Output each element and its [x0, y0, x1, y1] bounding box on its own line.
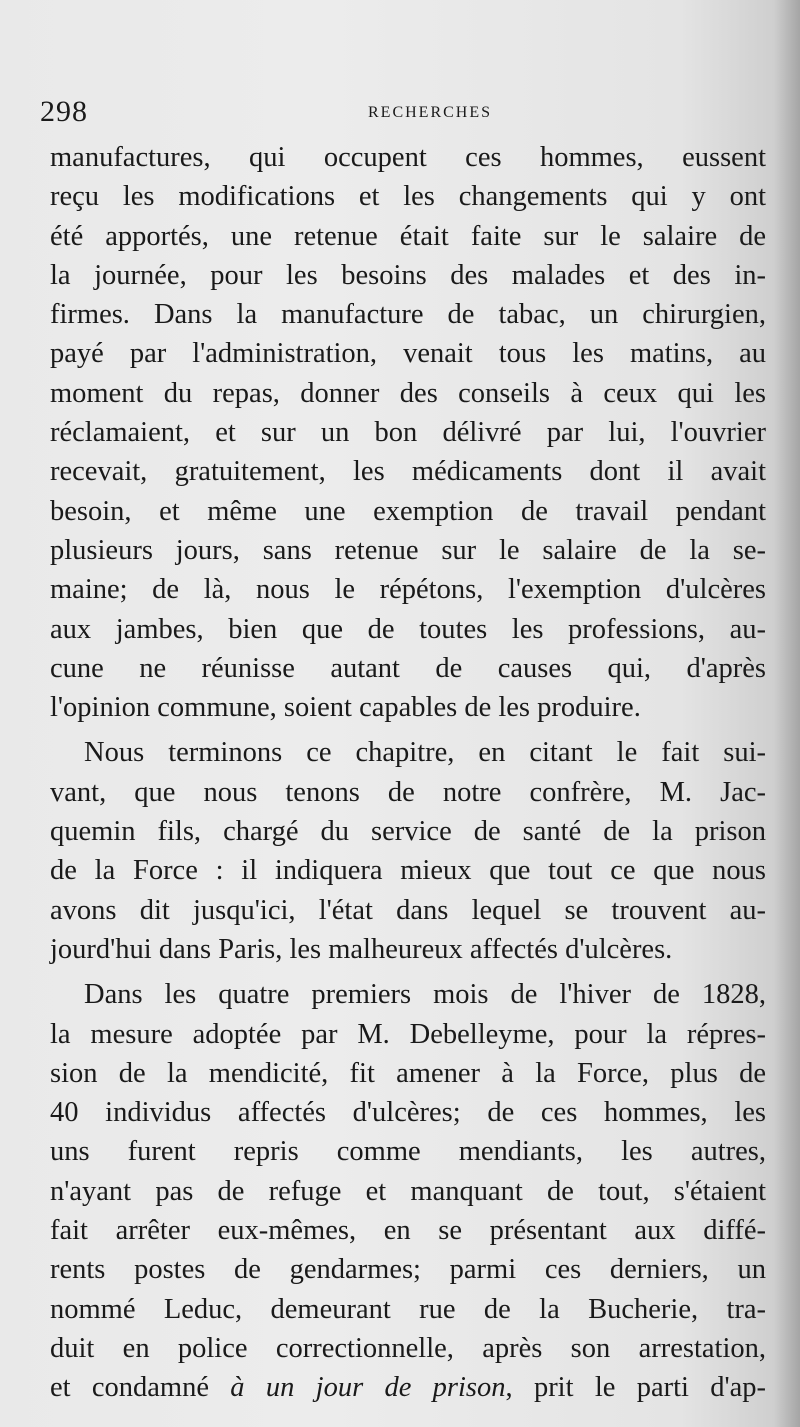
running-head: RECHERCHES — [368, 104, 493, 121]
text-line: réclamaient, et sur un bon délivré par lui, l'ouvrier — [50, 417, 766, 449]
text-line: rents postes de gendarmes; parmi ces derniers, un — [50, 1254, 766, 1286]
text-line: besoin, et même une exemption de travail pendant — [50, 495, 766, 527]
text-line: n'ayant pas de refuge et manquant de tout, s'étaient — [50, 1175, 766, 1207]
text-line: avons dit jusqu'ici, l'état dans lequel se trouvent au- — [50, 894, 766, 926]
italic-phrase: à un jour de prison — [230, 1372, 506, 1404]
paragraph — [50, 975, 766, 1407]
page-number: 298 — [40, 95, 88, 128]
text-line: uns furent repris comme mendiants, les autres, — [50, 1136, 766, 1168]
text-span: et condamné — [50, 1372, 231, 1404]
text-line: la mesure adoptée par M. Debelleyme, pour la répres- — [50, 1018, 766, 1050]
text-line: payé par l'administration, venait tous les matins, au — [50, 338, 766, 370]
text-line: aux jambes, bien que de toutes les professions, au- — [50, 613, 766, 645]
text-line: jourd'hui dans Paris, les malheureux affectés d'ulcères. — [50, 933, 673, 965]
text-line: sion de la mendicité, fit amener à la Force, plus de — [50, 1057, 766, 1089]
text-line: cune ne réunisse autant de causes qui, d'après — [50, 652, 766, 684]
paragraph — [50, 733, 766, 969]
text-line: vant, que nous tenons de notre confrère, M. Jac- — [50, 776, 766, 808]
text-line-with-italic — [50, 1368, 766, 1407]
page-header — [40, 92, 770, 132]
text-line: été apportés, une retenue était faite sur le salaire de — [50, 220, 766, 252]
text-line: moment du repas, donner des conseils à ceux qui les — [50, 377, 766, 409]
text-line: duit en police correctionnelle, après son arrestation, — [50, 1332, 766, 1364]
text-line: quemin fils, chargé du service de santé de la prison — [50, 816, 766, 848]
body-text — [50, 138, 766, 1408]
page-edge-shadow — [774, 0, 800, 1427]
text-line: firmes. Dans la manufacture de tabac, un chirurgien, — [50, 299, 766, 331]
text-line: 40 individus affectés d'ulcères; de ces hommes, les — [50, 1097, 766, 1129]
paragraph — [50, 138, 766, 727]
text-line: la journée, pour les besoins des malades et des in- — [50, 259, 766, 291]
text-line: de la Force : il indiquera mieux que tout ce que nous — [50, 855, 766, 887]
text-line: l'opinion commune, soient capables de les produire. — [50, 692, 641, 724]
text-line: manufactures, qui occupent ces hommes, eussent — [50, 142, 766, 173]
text-line: plusieurs jours, sans retenue sur le salaire de la se- — [50, 534, 766, 566]
text-line: nommé Leduc, demeurant rue de la Bucherie, tra- — [50, 1293, 766, 1325]
text-line: Nous terminons ce chapitre, en citant le fait sui- — [84, 737, 766, 769]
text-line: fait arrêter eux-mêmes, en se présentant aux diffé- — [50, 1215, 766, 1247]
text-span: , prit le parti d'ap- — [505, 1372, 766, 1404]
text-line: maine; de là, nous le répétons, l'exemption d'ulcères — [50, 574, 766, 606]
text-line: recevait, gratuitement, les médicaments dont il avait — [50, 456, 766, 488]
text-line: Dans les quatre premiers mois de l'hiver de 1828, — [84, 979, 766, 1011]
text-line: reçu les modifications et les changements qui y ont — [50, 181, 766, 213]
